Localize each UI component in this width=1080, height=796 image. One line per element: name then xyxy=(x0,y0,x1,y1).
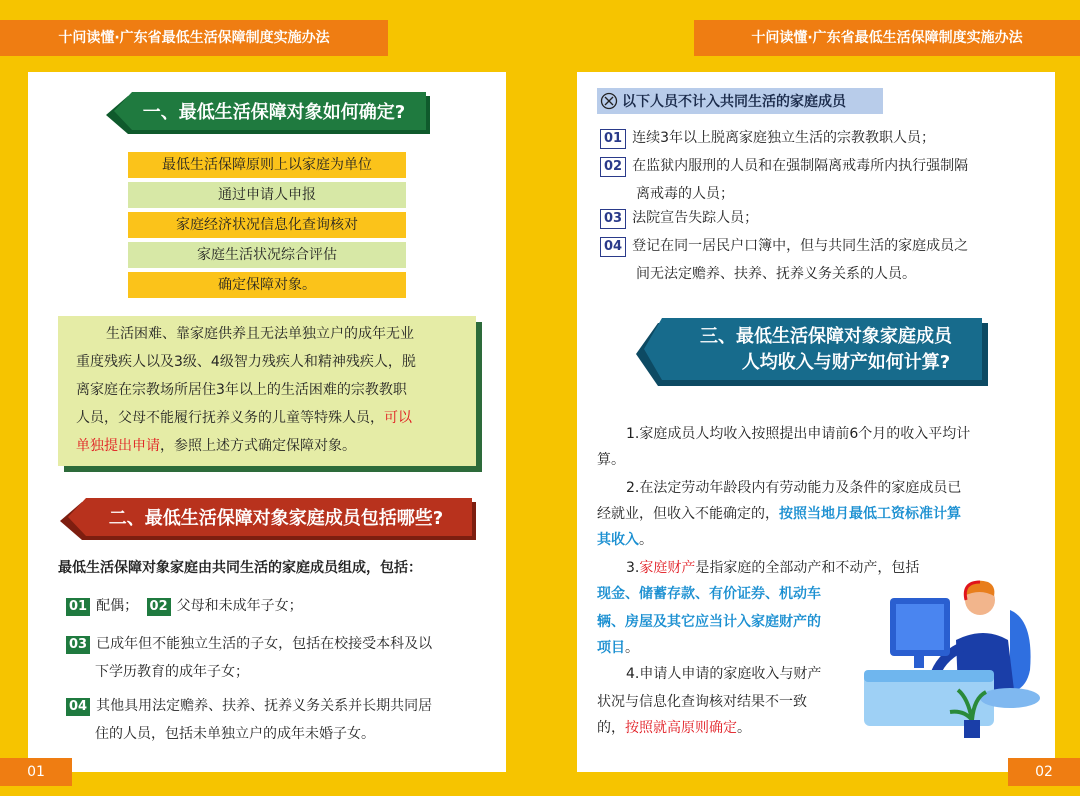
p3-line4-end: 。 xyxy=(625,640,639,656)
header-left: 十问读懂·广东省最低生活保障制度实施办法 xyxy=(0,20,388,56)
badge-02: 02 xyxy=(600,157,626,177)
p4-line2: 状况与信息化查询核对结果不一致 xyxy=(597,694,807,710)
p2-highlight: 按照当地月最低工资标准计算 xyxy=(779,506,961,522)
page-number-right: 02 xyxy=(1008,758,1080,786)
exclusions-title: 以下人员不计入共同生活的家庭成员 xyxy=(622,94,846,110)
p4-highlight: 按照就高原则确定 xyxy=(625,720,737,736)
section3-title-line2: 人均收入与财产如何计算? xyxy=(741,352,951,373)
person-at-computer-illustration xyxy=(860,570,1050,750)
note-line-2: 重度残疾人以及3级、4级智力残疾人和精神残疾人，脱 xyxy=(76,354,416,370)
exclusion-item-2-cont: 离戒毒的人员； xyxy=(636,186,734,202)
note-line-3: 离家庭在宗教场所居住3年以上的生活困难的宗教教职 xyxy=(76,382,407,398)
page-number-left: 01 xyxy=(0,758,72,786)
member-item-1-2 xyxy=(66,592,486,620)
exclusion-item-1-text: 连续3年以上脱离家庭独立生活的宗教教职人员； xyxy=(632,130,935,146)
p3-num: 3. xyxy=(626,560,640,576)
note-line-5-text: ，参照上述方式确定保障对象。 xyxy=(160,438,356,454)
p4-line3-end: 。 xyxy=(737,720,751,736)
badge-04: 04 xyxy=(66,698,90,716)
flow-step-2: 通过申请人申报 xyxy=(128,182,406,208)
section3-banner xyxy=(636,318,988,386)
p2-line3-end: 。 xyxy=(639,532,653,548)
p3-highlight: 家庭财产 xyxy=(639,560,696,576)
member-item-2-text: 父母和未成年子女； xyxy=(176,598,303,614)
exclusion-item-2-line1: 在监狱内服刑的人员和在强制隔离戒毒所内执行强制隔 xyxy=(632,158,969,174)
p3-line4-text: 项目 xyxy=(597,640,625,656)
exclusion-item-2 xyxy=(600,152,1040,180)
note-highlight-2: 单独提出申请 xyxy=(76,438,160,454)
p1-line2: 算。 xyxy=(597,452,625,468)
p2-highlight-cont: 其收入 xyxy=(597,532,639,548)
member-item-3-line1: 已成年但不能独立生活的子女，包括在校接受本科及以 xyxy=(96,636,433,652)
exclusion-item-4-cont: 间无法定赡养、扶养、抚养义务关系的人员。 xyxy=(636,266,916,282)
member-item-4-line1: 其他具用法定赡养、扶养、抚养义务关系并长期共同居 xyxy=(96,698,433,714)
p4-line1: 4.申请人申请的家庭收入与财产 xyxy=(626,666,822,682)
section2-intro: 最低生活保障对象家庭由共同生活的家庭成员组成，包括： xyxy=(58,560,422,576)
flow-step-3: 家庭经济状况信息化查询核对 xyxy=(128,212,406,238)
p3-line2: 现金、储蓄存款、有价证券、机动车 xyxy=(597,586,821,602)
p2-line2-text: 经就业，但收入不能确定的， xyxy=(597,506,779,522)
exclusion-item-4 xyxy=(600,232,1040,260)
member-item-3 xyxy=(66,630,496,658)
flow-step-5: 确定保障对象。 xyxy=(128,272,406,298)
p4-line3 xyxy=(597,714,877,742)
member-item-4 xyxy=(66,692,496,720)
flow-step-4: 家庭生活状况综合评估 xyxy=(128,242,406,268)
p2-line3 xyxy=(597,526,1037,554)
section2-title: 二、最低生活保障对象家庭成员包括哪些? xyxy=(108,508,444,529)
badge-01: 01 xyxy=(600,129,626,149)
header-right: 十问读懂·广东省最低生活保障制度实施办法 xyxy=(694,20,1080,56)
p1-line1: 1.家庭成员人均收入按照提出申请前6个月的收入平均计 xyxy=(626,426,971,442)
member-item-4-cont: 住的人员，包括未单独立户的成年未婚子女。 xyxy=(95,726,375,742)
p3-line3: 辆、房屋及其它应当计入家庭财产的 xyxy=(597,614,821,630)
note-line-5 xyxy=(76,432,476,460)
p3-line1-text: 是指家庭的全部动产和不动产，包括 xyxy=(695,560,920,576)
note-highlight-1: 可以 xyxy=(384,410,412,426)
member-item-3-cont: 下学历教育的成年子女； xyxy=(95,664,249,680)
note-line-4 xyxy=(76,404,476,432)
p2-line1: 2.在法定劳动年龄段内有劳动能力及条件的家庭成员已 xyxy=(626,480,962,496)
badge-02: 02 xyxy=(147,598,171,616)
member-item-1-text: 配偶； xyxy=(96,598,139,614)
badge-03: 03 xyxy=(600,209,626,229)
exclusion-item-1 xyxy=(600,124,1040,152)
badge-01: 01 xyxy=(66,598,90,616)
p2-line2 xyxy=(597,500,1047,528)
exclusion-item-3-text: 法院宣告失踪人员； xyxy=(632,210,759,226)
p4-line3-text: 的， xyxy=(597,720,625,736)
badge-03: 03 xyxy=(66,636,90,654)
section3-title-line1: 三、最低生活保障对象家庭成员 xyxy=(700,326,952,347)
exclusion-item-4-line1: 登记在同一居民户口簿中，但与共同生活的家庭成员之 xyxy=(632,238,969,254)
section1-title: 一、最低生活保障对象如何确定? xyxy=(142,102,406,123)
p3-line4 xyxy=(597,634,897,662)
note-line-4-text: 人员，父母不能履行抚养义务的儿童等特殊人员， xyxy=(76,410,384,426)
flow-step-1: 最低生活保障原则上以家庭为单位 xyxy=(128,152,406,178)
cross-circle-icon xyxy=(600,92,618,110)
section2-banner xyxy=(60,498,476,544)
section1-banner xyxy=(106,92,430,138)
exclusions-title-bar xyxy=(597,88,883,114)
badge-04: 04 xyxy=(600,237,626,257)
note-line-1: 生活困难、靠家庭供养且无法单独立户的成年无业 xyxy=(106,326,414,342)
exclusion-item-3 xyxy=(600,204,1040,232)
